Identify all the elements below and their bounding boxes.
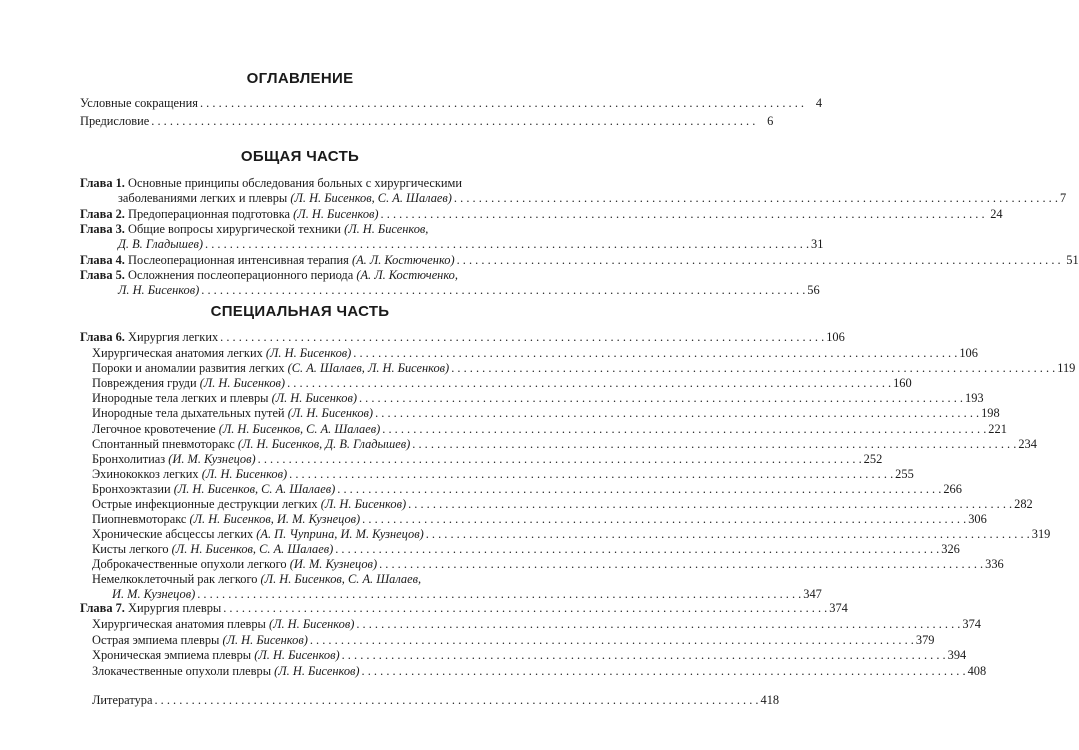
toc-entry-nsclc	[92, 572, 822, 602]
entry-page: 106	[959, 346, 978, 360]
entry-text: Инородные тела дыхательных путей	[92, 406, 285, 421]
entry-page: 6	[767, 114, 774, 128]
toc-subsection-entry	[92, 663, 987, 679]
entry-page: 374	[962, 617, 981, 631]
entry-authors: (Л. Н. Бисенков)	[287, 406, 374, 421]
toc-subsection-entry	[92, 421, 1007, 437]
entry-authors: (Л. Н. Бисенков, И. М. Кузнецов)	[189, 512, 361, 527]
chapter-label: Глава 6.	[80, 330, 125, 344]
toc-subsection-entry	[92, 527, 1051, 542]
toc-subsection-entry	[92, 436, 1037, 452]
chapter-title: Послеоперационная интенсивная терапия	[128, 253, 349, 267]
entry-authors: (Л. Н. Бисенков, Д. В. Гладышев)	[237, 436, 411, 451]
toc-subsection-entry	[92, 391, 984, 406]
entry-page: 374	[829, 601, 848, 615]
toc-entry-chapter-1	[80, 176, 1067, 206]
entry-text: Пороки и аномалии развития легких	[92, 361, 285, 376]
entry-authors: (Л. Н. Бисенков, С. А. Шалаев)	[171, 542, 334, 557]
entry-page: 319	[1031, 527, 1051, 542]
entry-authors-cont: И. М. Кузнецов)	[112, 587, 196, 601]
chapter-title: Осложнения послеоперационного периода	[128, 268, 354, 282]
chapter-title: Основные принципы обследования больных с хирургическими	[128, 176, 463, 190]
entry-authors: (Л. Н. Бисенков)	[265, 346, 352, 360]
entry-page: 336	[985, 557, 1004, 572]
chapter-label: Глава 3.	[80, 222, 125, 236]
toc-entry-literature	[92, 693, 780, 708]
leader-dots	[197, 587, 801, 601]
entry-text: Легочное кровотечение	[92, 421, 216, 436]
leader-dots	[379, 557, 983, 572]
entry-authors: (Л. Н. Бисенков, С. А. Шалаев)	[173, 481, 336, 496]
entry-text: Острые инфекционные деструкции легких	[92, 497, 318, 511]
entry-text: Пиопневмоторакс	[92, 512, 187, 527]
leader-dots	[362, 664, 966, 679]
entry-authors: (Л. Н. Бисенков)	[320, 497, 407, 511]
chapter-authors: (Л. Н. Бисенков, С. А. Шалаев)	[290, 191, 452, 205]
chapter-authors-cont: Л. Н. Бисенков)	[118, 283, 200, 297]
toc-subsection-entry	[92, 497, 1033, 512]
toc-subsection-entry	[92, 376, 912, 391]
entry-page: 418	[760, 693, 780, 707]
entry-authors: (Л. Н. Бисенков)	[201, 466, 288, 481]
entry-text: Хроническая эмпиема плевры	[92, 648, 252, 662]
entry-text: Хирургическая анатомия легких	[92, 346, 263, 360]
toc-title: ОГЛАВЛЕНИЕ	[246, 70, 354, 87]
entry-authors: (Л. Н. Бисенков)	[274, 663, 360, 678]
entry-authors: (Л. Н. Бисенков)	[268, 617, 355, 631]
entry-text: Доброкачественные опухоли легкого	[92, 557, 287, 572]
leader-dots	[408, 497, 1012, 512]
chapter-authors: (А. Л. Костюченко)	[351, 253, 455, 267]
toc-subsection-entry	[92, 557, 1004, 572]
toc-entry-preface	[80, 114, 774, 129]
chapter-label: Глава 5.	[80, 268, 125, 282]
entry-page: 252	[863, 451, 883, 466]
leader-dots	[359, 391, 963, 406]
entry-text: Немелкоклеточный рак легкого	[92, 572, 258, 586]
chapter-title-cont: заболеваниями легких и плевры	[118, 191, 288, 205]
leader-dots	[205, 237, 809, 251]
entry-page: 7	[1059, 191, 1067, 205]
entry-page: 347	[803, 587, 822, 601]
leader-dots	[223, 601, 827, 616]
chapter-authors: (А. Л. Костюченко,	[356, 268, 458, 282]
leader-dots	[200, 96, 804, 111]
entry-text: Бронхоэктазии	[92, 481, 171, 496]
entry-page: 51	[1066, 253, 1079, 267]
entry-text: Хронические абсцессы легких	[92, 527, 254, 542]
leader-dots	[337, 482, 941, 497]
toc-entry-chapter-5	[80, 268, 820, 298]
chapter-authors: (Л. Н. Бисенков,	[344, 222, 429, 236]
leader-dots	[154, 693, 758, 708]
entry-page: 379	[915, 632, 935, 647]
entry-authors: (С. А. Шалаев, Л. Н. Бисенков)	[287, 361, 450, 376]
entry-page: 4	[815, 96, 823, 110]
chapter-label: Глава 2.	[80, 207, 125, 221]
toc-entry-chapter-4	[80, 253, 1079, 268]
entry-authors: (Л. Н. Бисенков)	[254, 648, 340, 662]
leader-dots	[412, 437, 1016, 452]
entry-authors: (Л. Н. Бисенков)	[271, 391, 357, 406]
entry-page: 394	[947, 648, 967, 662]
toc-entry-chapter-6	[80, 330, 845, 345]
leader-dots	[451, 361, 1055, 376]
toc-entry-chapter-2	[80, 207, 1003, 222]
entry-page: 306	[968, 512, 987, 527]
entry-page: 193	[965, 391, 984, 406]
toc-subsection-entry	[92, 406, 1000, 421]
entry-authors: (И. М. Кузнецов)	[289, 557, 378, 572]
chapter-title: Предоперационная подготовка	[128, 207, 291, 221]
chapter-authors: (Л. Н. Бисенков)	[293, 207, 379, 221]
leader-dots	[220, 330, 824, 345]
toc-subsection-entry	[92, 451, 883, 467]
entry-page: 234	[1018, 436, 1037, 451]
chapter-label: Глава 7.	[80, 601, 125, 615]
entry-text: Повреждения груди	[92, 376, 197, 391]
entry-page: 282	[1014, 497, 1033, 511]
toc-subsection-entry	[92, 542, 960, 557]
leader-dots	[310, 633, 914, 648]
chapter-title: Хирургия плевры	[128, 601, 222, 615]
entry-text: Спонтанный пневмоторакс	[92, 436, 235, 451]
entry-text: Злокачественные опухоли плевры	[92, 663, 272, 678]
leader-dots	[342, 648, 946, 663]
leader-dots	[201, 283, 805, 297]
toc-subsection-entry	[92, 346, 978, 361]
entry-page: 56	[807, 283, 820, 297]
leader-dots	[426, 527, 1030, 542]
section-heading-special: СПЕЦИАЛЬНАЯ ЧАСТЬ	[210, 303, 390, 320]
toc-subsection-entry	[92, 361, 1076, 376]
chapter-title: Общие вопросы хирургической техники	[128, 222, 341, 236]
leader-dots	[289, 467, 893, 482]
leader-dots	[454, 191, 1058, 205]
entry-authors: (Л. Н. Бисенков)	[199, 376, 286, 391]
entry-text: Инородные тела легких и плевры	[92, 391, 269, 406]
entry-text: Предисловие	[80, 114, 150, 128]
entry-authors: (Л. Н. Бисенков, С. А. Шалаев)	[218, 421, 381, 436]
chapter-label: Глава 1.	[80, 176, 125, 190]
chapter-title: Хирургия легких	[128, 330, 219, 344]
leader-dots	[287, 376, 891, 391]
entry-page: 160	[893, 376, 912, 391]
entry-page: 31	[811, 237, 824, 251]
entry-page: 221	[988, 421, 1007, 436]
entry-text: Кисты легкого	[92, 542, 169, 557]
entry-page: 255	[895, 466, 914, 481]
entry-authors: (И. М. Кузнецов)	[168, 451, 256, 466]
entry-page: 24	[990, 207, 1003, 221]
leader-dots	[457, 253, 1061, 268]
leader-dots	[151, 114, 755, 129]
entry-page: 106	[826, 330, 845, 344]
entry-authors: (А. П. Чуприна, И. М. Кузнецов)	[256, 527, 424, 542]
entry-text: Острая эмпиема плевры	[92, 632, 220, 647]
toc-subsection-entry	[92, 648, 967, 663]
toc-subsection-entry	[92, 617, 981, 632]
leader-dots	[258, 452, 862, 467]
toc-subsection-entry	[92, 481, 962, 497]
toc-subsection-entry	[92, 632, 935, 648]
entry-authors: (Л. Н. Бисенков)	[222, 632, 308, 647]
entry-text: Литература	[92, 693, 153, 707]
leader-dots	[382, 422, 986, 437]
entry-authors: (Л. Н. Бисенков, С. А. Шалаев,	[260, 572, 422, 586]
entry-page: 266	[943, 481, 962, 496]
toc-entry-chapter-7	[80, 601, 848, 616]
entry-text: Бронхолитиаз	[92, 451, 166, 466]
chapter-label: Глава 4.	[80, 253, 125, 267]
entry-page: 198	[981, 406, 1000, 421]
entry-page: 326	[941, 542, 960, 557]
chapter-authors-cont: Д. В. Гладышев)	[118, 237, 203, 251]
toc-subsection-entry	[92, 466, 914, 482]
leader-dots	[356, 617, 960, 632]
entry-page: 408	[967, 663, 987, 678]
leader-dots	[353, 346, 957, 361]
section-heading-general: ОБЩАЯ ЧАСТЬ	[240, 148, 360, 165]
leader-dots	[375, 406, 979, 421]
entry-text: Эхинококкоз легких	[92, 466, 199, 481]
leader-dots	[381, 207, 985, 222]
toc-entry-chapter-3	[80, 222, 824, 252]
leader-dots	[335, 542, 939, 557]
entry-page: 119	[1057, 361, 1076, 376]
leader-dots	[362, 512, 966, 527]
entry-text: Хирургическая анатомия плевры	[92, 617, 266, 631]
toc-subsection-entry	[92, 512, 987, 527]
entry-text: Условные сокращения	[80, 96, 198, 110]
toc-entry-abbreviations	[80, 96, 823, 111]
